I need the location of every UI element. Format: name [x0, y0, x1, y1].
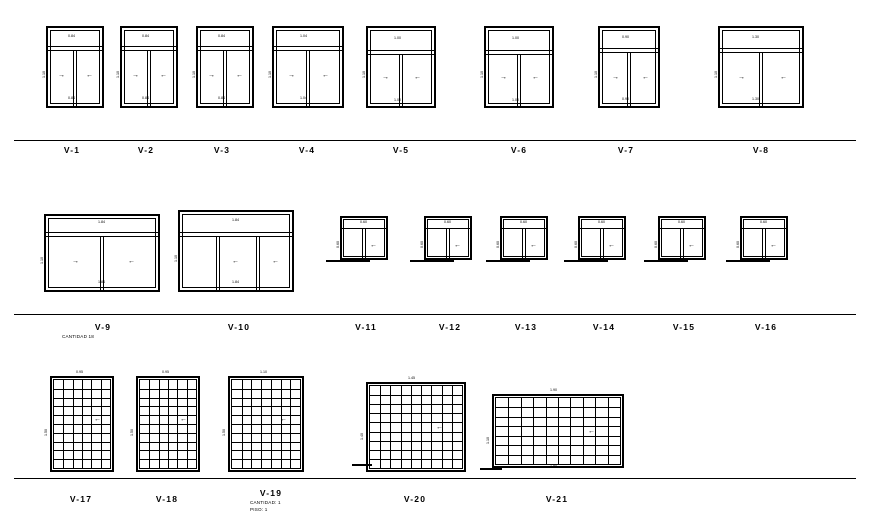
dimension-left: 0.60 [574, 241, 578, 248]
window-grid-mullion-horizontal [370, 422, 462, 423]
window-elevation-v-1 [42, 26, 104, 108]
window-grid-mullion-horizontal [496, 455, 620, 456]
window-mullion-vertical [216, 236, 217, 292]
sash-direction-arrow: ← [770, 242, 777, 249]
window-sill-line [644, 260, 688, 262]
window-grid-mullion-horizontal [496, 417, 620, 418]
window-tag-v-11: V-11 [355, 322, 377, 332]
window-grid-mullion-horizontal [140, 406, 196, 407]
window-grid-mullion-horizontal [370, 432, 462, 433]
window-grid-mullion-horizontal [54, 442, 110, 443]
window-mullion-horizontal [740, 228, 788, 229]
window-inner-frame [722, 30, 800, 104]
sash-direction-arrow: → [612, 74, 619, 81]
window-inner-frame [581, 219, 623, 257]
window-grid-mullion-vertical [421, 386, 422, 468]
window-grid-mullion-horizontal [370, 395, 462, 396]
window-grid-mullion-horizontal [54, 433, 110, 434]
window-tag-v-7: V-7 [617, 145, 635, 155]
dimension-top: 0.84 [68, 34, 75, 38]
window-sill-line [486, 260, 530, 262]
window-tag-v-21: V-21 [545, 494, 569, 504]
window-inner-frame [427, 219, 469, 257]
window-elevation-v-6 [480, 26, 554, 108]
dimension-left: 1.10 [714, 71, 718, 78]
dimension-top: 1.30 [752, 35, 759, 39]
window-grid-mullion-horizontal [370, 413, 462, 414]
sash-direction-arrow: ← [588, 428, 595, 435]
dimension-left: 1.10 [40, 257, 44, 264]
window-grid-mullion-horizontal [54, 406, 110, 407]
window-mullion-vertical [603, 228, 604, 260]
dimension-left: 1.10 [480, 71, 484, 78]
window-mullion-vertical [759, 52, 760, 108]
window-grid-panel [495, 397, 621, 465]
sash-direction-arrow: ← [530, 242, 537, 249]
sash-direction-arrow: ← [642, 74, 649, 81]
window-grid-mullion-horizontal [54, 389, 110, 390]
dimension-bottom: 1.04 [300, 96, 307, 100]
window-inner-frame [182, 214, 290, 288]
window-elevation-v-14 [574, 216, 626, 260]
window-grid-mullion-horizontal [140, 433, 196, 434]
window-elevation-v-12 [420, 216, 472, 260]
window-mullion-vertical [219, 236, 220, 292]
window-mullion-horizontal [424, 228, 472, 229]
window-mullion-horizontal [196, 50, 254, 51]
window-tag-v-2: V-2 [137, 145, 155, 155]
window-grid-mullion-horizontal [370, 404, 462, 405]
sash-direction-arrow: → [58, 72, 65, 79]
window-mullion-horizontal [366, 50, 436, 51]
window-tag-v-15: V-15 [672, 322, 696, 332]
dimension-left: 0.60 [496, 241, 500, 248]
window-mullion-vertical [362, 228, 363, 260]
window-elevation-v-8 [714, 26, 804, 108]
window-grid-mullion-horizontal [232, 406, 300, 407]
window-sill-line [326, 260, 370, 262]
window-mullion-horizontal [578, 228, 626, 229]
window-grid-mullion-horizontal [140, 424, 196, 425]
window-mullion-horizontal [598, 48, 660, 49]
window-tag-v-13: V-13 [514, 322, 538, 332]
sash-direction-arrow: → [72, 258, 79, 265]
window-grid-mullion-horizontal [232, 450, 300, 451]
window-mullion-vertical [525, 228, 526, 260]
dimension-top: 0.95 [162, 370, 169, 374]
window-grid-panel [231, 379, 301, 469]
dimension-left: 1.40 [360, 433, 364, 440]
window-grid-mullion-horizontal [140, 389, 196, 390]
window-inner-frame [276, 30, 340, 104]
window-mullion-horizontal [120, 50, 178, 51]
window-mullion-vertical [520, 54, 521, 108]
window-grid-mullion-horizontal [370, 459, 462, 460]
dimension-top: 1.45 [408, 376, 415, 380]
window-mullion-vertical [76, 50, 77, 108]
window-grid-mullion-horizontal [54, 459, 110, 460]
window-grid-mullion-horizontal [496, 407, 620, 408]
dimension-top: 0.95 [76, 370, 83, 374]
sash-direction-arrow: ← [436, 424, 443, 431]
dimension-top: 1.00 [394, 36, 401, 40]
sash-direction-arrow: ← [128, 258, 135, 265]
window-mullion-horizontal [718, 52, 804, 53]
window-grid-mullion-horizontal [54, 450, 110, 451]
window-tag-v-14: V-14 [592, 322, 616, 332]
window-mullion-vertical [446, 228, 447, 260]
window-mullion-horizontal [46, 50, 104, 51]
dimension-top: 0.60 [444, 220, 451, 224]
window-mullion-horizontal [500, 228, 548, 229]
window-grid-mullion-horizontal [140, 450, 196, 451]
window-mullion-vertical [256, 236, 257, 292]
window-grid-mullion-vertical [411, 386, 412, 468]
window-tag-v-16: V-16 [754, 322, 778, 332]
dimension-top: 1.84 [232, 218, 239, 222]
sash-direction-arrow: → [382, 74, 389, 81]
window-mullion-vertical [402, 54, 403, 108]
window-mullion-horizontal [598, 52, 660, 53]
sash-direction-arrow: → [132, 72, 139, 79]
window-mullion-horizontal [340, 228, 388, 229]
window-tag-v-20: V-20 [403, 494, 427, 504]
window-inner-frame [48, 218, 156, 288]
window-mullion-vertical [522, 228, 523, 260]
window-grid-mullion-horizontal [140, 398, 196, 399]
dimension-top: 0.60 [520, 220, 527, 224]
window-grid-mullion-horizontal [232, 442, 300, 443]
window-mullion-vertical [680, 228, 681, 260]
window-mullion-vertical [309, 50, 310, 108]
window-inner-frame [124, 30, 174, 104]
window-grid-mullion-horizontal [232, 415, 300, 416]
window-mullion-horizontal [718, 48, 804, 49]
dimension-left: 1.10 [362, 71, 366, 78]
window-sill-line [410, 260, 454, 262]
dimension-bottom: 0.84 [218, 96, 225, 100]
sash-direction-arrow: ← [236, 72, 243, 79]
row-3-baseline [14, 478, 856, 479]
window-tag-v-17: V-17 [69, 494, 93, 504]
window-tag-v-1: V-1 [63, 145, 81, 155]
window-sill-line [564, 260, 608, 262]
dimension-top: 0.60 [760, 220, 767, 224]
window-grid-mullion-vertical [401, 386, 402, 468]
window-mullion-horizontal [658, 228, 706, 229]
window-grid-mullion-horizontal [232, 459, 300, 460]
window-inner-frame [602, 30, 656, 104]
window-elevation-v-20 [360, 376, 466, 472]
sash-direction-arrow: ← [688, 242, 695, 249]
window-elevation-v-7 [594, 26, 660, 108]
dimension-bottom: 1.30 [752, 97, 759, 101]
window-mullion-vertical [600, 228, 601, 260]
window-mullion-horizontal [272, 50, 344, 51]
sash-direction-arrow: ← [86, 72, 93, 79]
window-elevation-v-19 [222, 370, 304, 472]
window-mullion-horizontal [178, 236, 294, 237]
dimension-top: 1.00 [512, 36, 519, 40]
window-mullion-vertical [226, 50, 227, 108]
window-inner-frame [343, 219, 385, 257]
window-mullion-horizontal [484, 54, 554, 55]
sash-direction-arrow: ← [780, 74, 787, 81]
dimension-top: 1.10 [260, 370, 267, 374]
dimension-left: 1.10 [268, 71, 272, 78]
window-elevation-v-15 [654, 216, 706, 260]
dimension-top: 0.84 [218, 34, 225, 38]
window-grid-mullion-horizontal [370, 441, 462, 442]
window-grid-mullion-horizontal [496, 426, 620, 427]
dimension-bottom: 1.90 [550, 464, 557, 468]
window-grid-mullion-horizontal [140, 415, 196, 416]
sash-direction-arrow: ← [94, 416, 101, 423]
dimension-top: 1.84 [98, 220, 105, 224]
quantity-note-v-9: CANTIDAD 18 [62, 334, 95, 339]
dimension-top: 0.60 [360, 220, 367, 224]
window-tag-v-3: V-3 [213, 145, 231, 155]
window-tag-v-10: V-10 [227, 322, 251, 332]
sash-direction-arrow: ← [232, 258, 239, 265]
dimension-top: 0.60 [598, 220, 605, 224]
window-elevation-v-13 [496, 216, 548, 260]
sash-direction-arrow: ← [370, 242, 377, 249]
dimension-top: 1.90 [550, 388, 557, 392]
window-mullion-vertical [765, 228, 766, 260]
window-elevation-v-18 [130, 370, 200, 472]
window-grid-mullion-vertical [390, 386, 391, 468]
window-mullion-horizontal [44, 236, 160, 237]
window-mullion-vertical [762, 228, 763, 260]
window-grid-panel [53, 379, 111, 469]
dimension-left: 1.10 [174, 255, 178, 262]
window-grid-mullion-horizontal [140, 459, 196, 460]
window-tag-v-12: V-12 [438, 322, 462, 332]
window-sill-line [726, 260, 770, 262]
dimension-left: 1.10 [116, 71, 120, 78]
sash-direction-arrow: → [208, 72, 215, 79]
window-mullion-horizontal [44, 232, 160, 233]
window-mullion-horizontal [484, 50, 554, 51]
sash-direction-arrow: → [288, 72, 295, 79]
dimension-bottom: 1.00 [512, 98, 519, 102]
window-grid-mullion-vertical [431, 386, 432, 468]
window-mullion-vertical [449, 228, 450, 260]
window-mullion-horizontal [178, 232, 294, 233]
window-inner-frame [488, 30, 550, 104]
window-tag-v-8: V-8 [752, 145, 770, 155]
dimension-left: 0.60 [654, 241, 658, 248]
window-mullion-vertical [630, 52, 631, 108]
dimension-left: 1.10 [594, 71, 598, 78]
window-inner-frame [50, 30, 100, 104]
window-elevation-v-11 [336, 216, 388, 260]
window-tag-v-4: V-4 [298, 145, 316, 155]
row-1-baseline [14, 140, 856, 141]
dimension-bottom: 1.00 [394, 98, 401, 102]
dimension-left: 1.50 [222, 429, 226, 436]
window-elevation-v-5 [362, 26, 436, 108]
sash-direction-arrow: ← [160, 72, 167, 79]
quantity-note-v-19: CANTIDAD: 1 [250, 500, 281, 505]
window-elevation-v-16 [736, 216, 788, 260]
window-mullion-horizontal [272, 46, 344, 47]
dimension-bottom: 1.84 [98, 280, 105, 284]
window-mullion-horizontal [366, 54, 436, 55]
window-mullion-vertical [259, 236, 260, 292]
dimension-bottom: 1.84 [232, 280, 239, 284]
window-tag-v-19: V-19 [259, 488, 283, 498]
sash-direction-arrow: ← [414, 74, 421, 81]
window-grid-mullion-horizontal [496, 445, 620, 446]
dimension-left: 1.10 [192, 71, 196, 78]
window-grid-mullion-horizontal [232, 389, 300, 390]
sash-direction-arrow: ← [532, 74, 539, 81]
window-grid-mullion-horizontal [54, 424, 110, 425]
window-grid-mullion-horizontal [140, 442, 196, 443]
dimension-top: 1.04 [300, 34, 307, 38]
window-grid-mullion-horizontal [232, 424, 300, 425]
window-grid-mullion-vertical [380, 386, 381, 468]
window-inner-frame [743, 219, 785, 257]
sash-direction-arrow: ← [280, 416, 287, 423]
window-inner-frame [503, 219, 545, 257]
window-mullion-vertical [762, 52, 763, 108]
dimension-left: 0.60 [336, 241, 340, 248]
window-grid-mullion-horizontal [370, 450, 462, 451]
dimension-left: 1.50 [130, 429, 134, 436]
dimension-top: 0.84 [142, 34, 149, 38]
window-inner-frame [200, 30, 250, 104]
sash-direction-arrow: → [500, 74, 507, 81]
window-grid-mullion-horizontal [232, 398, 300, 399]
window-elevation-v-2 [116, 26, 178, 108]
window-tag-v-9: V-9 [94, 322, 112, 332]
window-inner-frame [661, 219, 703, 257]
sash-direction-arrow: ← [272, 258, 279, 265]
window-mullion-vertical [365, 228, 366, 260]
window-grid-mullion-horizontal [54, 398, 110, 399]
dimension-bottom: 0.90 [622, 97, 629, 101]
window-tag-v-6: V-6 [510, 145, 528, 155]
window-elevation-v-4 [268, 26, 344, 108]
window-elevation-v-9 [40, 214, 160, 292]
floor-note-v-19: PISO: 1 [250, 507, 268, 512]
sash-direction-arrow: ← [180, 416, 187, 423]
dimension-left: 0.60 [736, 241, 740, 248]
window-inner-frame [370, 30, 432, 104]
window-tag-v-5: V-5 [392, 145, 410, 155]
window-grid-mullion-horizontal [496, 436, 620, 437]
dimension-top: 0.90 [622, 35, 629, 39]
window-elevation-v-3 [192, 26, 254, 108]
sash-direction-arrow: ← [322, 72, 329, 79]
dimension-left: 0.60 [420, 241, 424, 248]
window-mullion-vertical [150, 50, 151, 108]
window-sill-line [352, 464, 372, 466]
sash-direction-arrow: ← [608, 242, 615, 249]
window-mullion-vertical [683, 228, 684, 260]
window-sill-line [480, 468, 502, 470]
dimension-left: 1.10 [42, 71, 46, 78]
window-mullion-horizontal [196, 46, 254, 47]
window-grid-panel [139, 379, 197, 469]
dimension-top: 0.60 [678, 220, 685, 224]
window-grid-mullion-horizontal [232, 433, 300, 434]
dimension-bottom: 0.84 [142, 96, 149, 100]
window-mullion-horizontal [46, 46, 104, 47]
window-tag-v-18: V-18 [155, 494, 179, 504]
window-mullion-horizontal [120, 46, 178, 47]
window-grid-mullion-vertical [452, 386, 453, 468]
window-elevation-v-10 [174, 210, 294, 292]
window-grid-mullion-horizontal [54, 415, 110, 416]
dimension-left: 1.10 [486, 437, 490, 444]
window-elevation-v-17 [44, 370, 114, 472]
dimension-left: 1.50 [44, 429, 48, 436]
dimension-bottom: 0.84 [68, 96, 75, 100]
row-2-baseline [14, 314, 856, 315]
window-elevation-v-21 [486, 388, 624, 468]
window-grid-panel [369, 385, 463, 469]
sash-direction-arrow: ← [454, 242, 461, 249]
sash-direction-arrow: → [738, 74, 745, 81]
